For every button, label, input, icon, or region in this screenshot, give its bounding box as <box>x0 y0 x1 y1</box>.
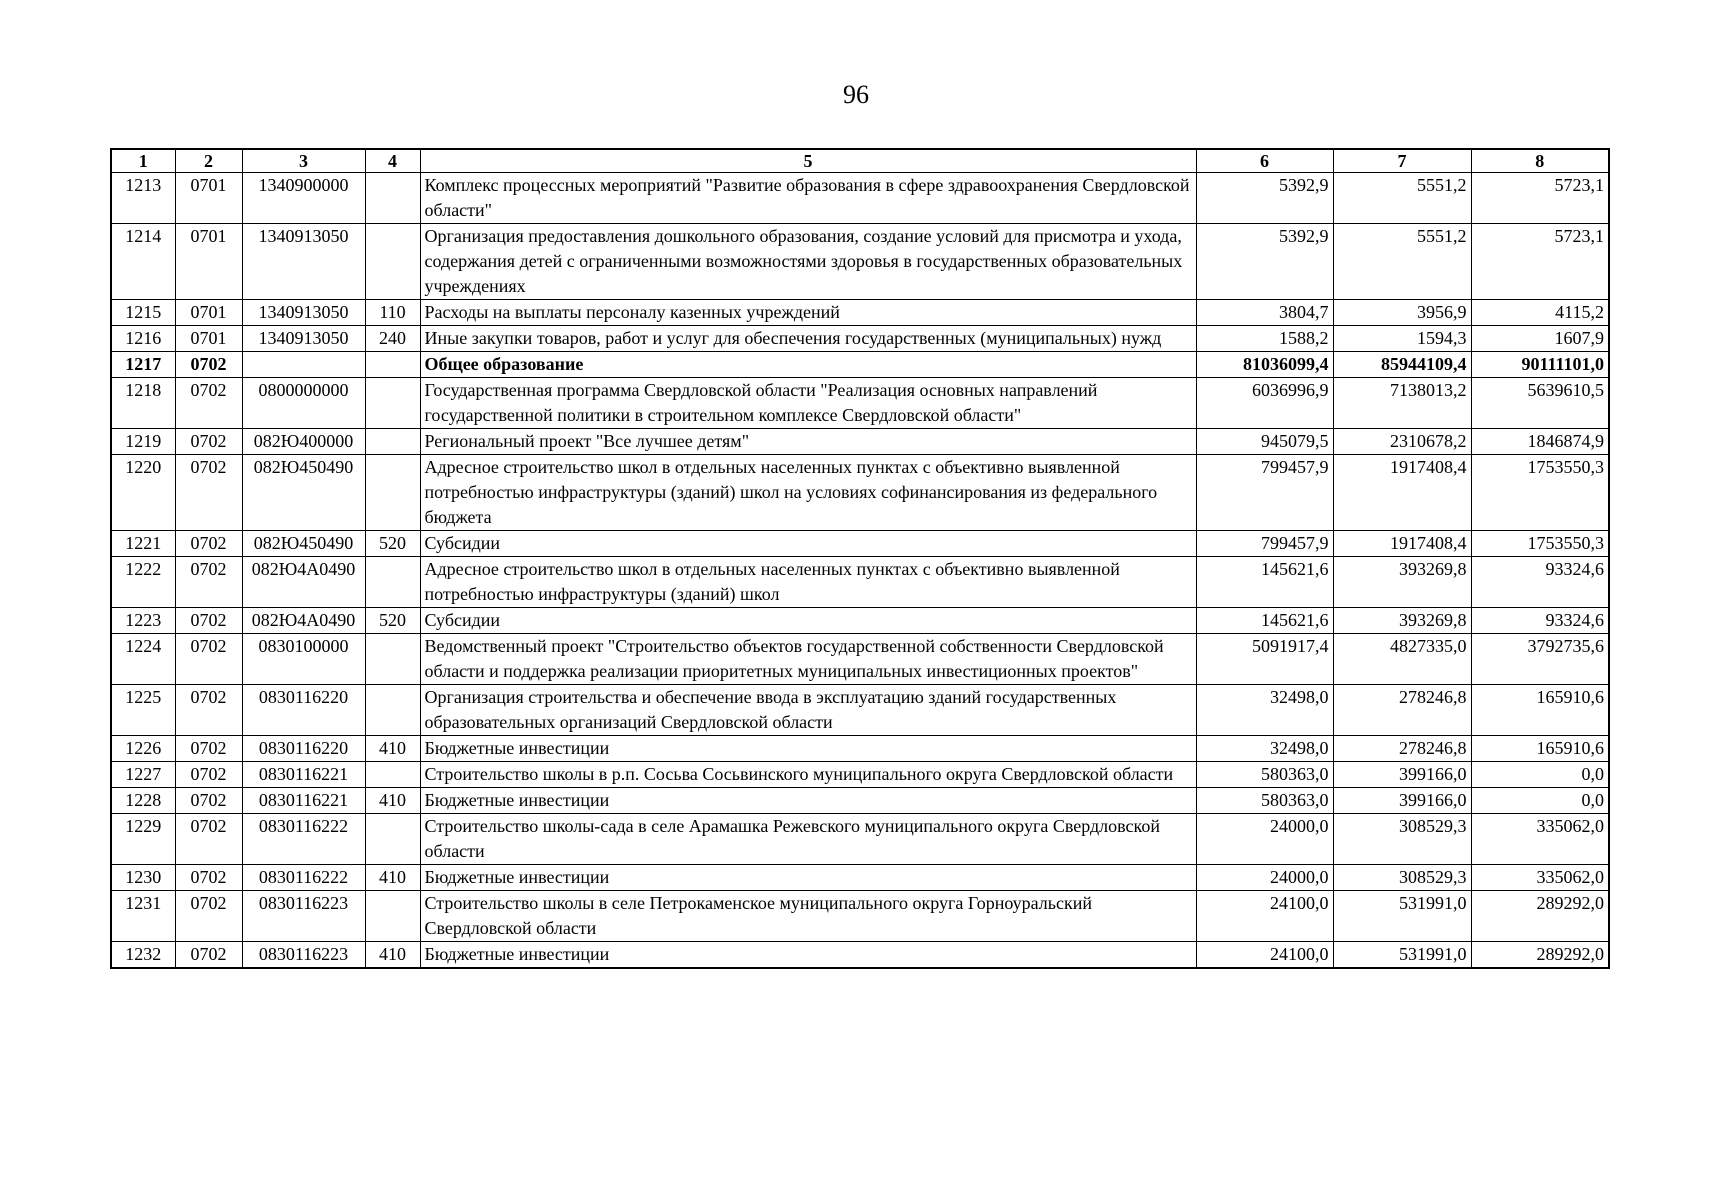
value-cell-6: 145621,6 <box>1196 557 1333 608</box>
expense-type-cell <box>365 891 420 942</box>
table-row <box>111 300 1609 326</box>
value-cell-6: 145621,6 <box>1196 608 1333 634</box>
target-code-cell: 0830116221 <box>242 788 365 814</box>
section-code-cell: 0702 <box>175 814 242 865</box>
value-cell-8: 289292,0 <box>1471 891 1609 942</box>
value-cell-8: 335062,0 <box>1471 865 1609 891</box>
value-cell-7: 1594,3 <box>1333 326 1471 352</box>
expense-type-cell: 410 <box>365 942 420 969</box>
expense-type-cell <box>365 429 420 455</box>
expense-type-cell <box>365 685 420 736</box>
target-code-cell: 0830116223 <box>242 942 365 969</box>
value-cell-6: 5392,9 <box>1196 224 1333 300</box>
value-cell-8: 0,0 <box>1471 788 1609 814</box>
section-code-cell: 0702 <box>175 891 242 942</box>
table-row <box>111 685 1609 736</box>
value-cell-8: 5639610,5 <box>1471 378 1609 429</box>
row-number-cell: 1221 <box>111 531 175 557</box>
row-number-cell: 1225 <box>111 685 175 736</box>
description-cell: Региональный проект "Все лучшее детям" <box>420 429 1196 455</box>
section-code-cell: 0702 <box>175 788 242 814</box>
target-code-cell: 0830116221 <box>242 762 365 788</box>
row-number-cell: 1214 <box>111 224 175 300</box>
value-cell-8: 4115,2 <box>1471 300 1609 326</box>
value-cell-6: 24100,0 <box>1196 942 1333 969</box>
description-cell: Строительство школы-сада в селе Арамашка Режевского муниципального округа Свердловской области <box>420 814 1196 865</box>
value-cell-7: 3956,9 <box>1333 300 1471 326</box>
table-row <box>111 455 1609 531</box>
description-cell: Бюджетные инвестиции <box>420 788 1196 814</box>
expense-type-cell <box>365 557 420 608</box>
expense-type-cell: 410 <box>365 736 420 762</box>
description-cell: Адресное строительство школ в отдельных населенных пунктах с объективно выявленной потребностью инфраструктуры (зданий) школ <box>420 557 1196 608</box>
value-cell-6: 5392,9 <box>1196 173 1333 224</box>
description-cell: Государственная программа Свердловской области "Реализация основных направлений государственной политики в строительном комплексе Свердловской области" <box>420 378 1196 429</box>
row-number-cell: 1217 <box>111 352 175 378</box>
expense-type-cell: 520 <box>365 531 420 557</box>
section-code-cell: 0702 <box>175 378 242 429</box>
value-cell-8: 90111101,0 <box>1471 352 1609 378</box>
value-cell-7: 1917408,4 <box>1333 531 1471 557</box>
target-code-cell: 1340913050 <box>242 224 365 300</box>
column-header: 8 <box>1471 149 1609 173</box>
row-number-cell: 1223 <box>111 608 175 634</box>
value-cell-8: 1753550,3 <box>1471 455 1609 531</box>
page-number: 96 <box>843 80 869 109</box>
value-cell-6: 32498,0 <box>1196 736 1333 762</box>
value-cell-6: 32498,0 <box>1196 685 1333 736</box>
target-code-cell: 0830116220 <box>242 736 365 762</box>
section-code-cell: 0702 <box>175 634 242 685</box>
description-cell: Субсидии <box>420 531 1196 557</box>
section-code-cell: 0702 <box>175 531 242 557</box>
expense-type-cell <box>365 455 420 531</box>
value-cell-7: 1917408,4 <box>1333 455 1471 531</box>
value-cell-7: 531991,0 <box>1333 891 1471 942</box>
target-code-cell: 0830116222 <box>242 865 365 891</box>
target-code-cell: 082Ю400000 <box>242 429 365 455</box>
value-cell-6: 580363,0 <box>1196 788 1333 814</box>
value-cell-8: 93324,6 <box>1471 608 1609 634</box>
section-code-cell: 0701 <box>175 326 242 352</box>
table-row <box>111 942 1609 969</box>
value-cell-8: 1846874,9 <box>1471 429 1609 455</box>
value-cell-7: 4827335,0 <box>1333 634 1471 685</box>
table-row <box>111 557 1609 608</box>
target-code-cell: 082Ю450490 <box>242 455 365 531</box>
description-cell: Бюджетные инвестиции <box>420 736 1196 762</box>
section-code-cell: 0702 <box>175 352 242 378</box>
row-number-cell: 1229 <box>111 814 175 865</box>
column-header: 5 <box>420 149 1196 173</box>
value-cell-6: 24100,0 <box>1196 891 1333 942</box>
expense-type-cell <box>365 378 420 429</box>
value-cell-8: 1753550,3 <box>1471 531 1609 557</box>
description-cell: Бюджетные инвестиции <box>420 942 1196 969</box>
row-number-cell: 1213 <box>111 173 175 224</box>
target-code-cell: 1340900000 <box>242 173 365 224</box>
value-cell-6: 945079,5 <box>1196 429 1333 455</box>
expense-type-cell: 410 <box>365 788 420 814</box>
table-row <box>111 429 1609 455</box>
row-number-cell: 1232 <box>111 942 175 969</box>
section-code-cell: 0702 <box>175 736 242 762</box>
table-row <box>111 634 1609 685</box>
budget-table <box>110 148 1610 969</box>
value-cell-7: 308529,3 <box>1333 865 1471 891</box>
expense-type-cell <box>365 352 420 378</box>
value-cell-6: 81036099,4 <box>1196 352 1333 378</box>
section-code-cell: 0701 <box>175 224 242 300</box>
description-cell: Иные закупки товаров, работ и услуг для обеспечения государственных (муниципальных) нужд <box>420 326 1196 352</box>
table-row <box>111 352 1609 378</box>
expense-type-cell <box>365 762 420 788</box>
description-cell: Расходы на выплаты персоналу казенных учреждений <box>420 300 1196 326</box>
section-code-cell: 0701 <box>175 300 242 326</box>
value-cell-8: 5723,1 <box>1471 173 1609 224</box>
row-number-cell: 1220 <box>111 455 175 531</box>
expense-type-cell <box>365 173 420 224</box>
row-number-cell: 1219 <box>111 429 175 455</box>
expense-type-cell: 240 <box>365 326 420 352</box>
table-row <box>111 173 1609 224</box>
value-cell-8: 93324,6 <box>1471 557 1609 608</box>
value-cell-7: 308529,3 <box>1333 814 1471 865</box>
expense-type-cell: 520 <box>365 608 420 634</box>
table-header-row <box>111 149 1609 173</box>
description-cell: Строительство школы в селе Петрокаменское муниципального округа Горноуральский Свердловской области <box>420 891 1196 942</box>
expense-type-cell <box>365 224 420 300</box>
target-code-cell: 0830116223 <box>242 891 365 942</box>
value-cell-7: 278246,8 <box>1333 736 1471 762</box>
column-header: 2 <box>175 149 242 173</box>
table-row <box>111 788 1609 814</box>
expense-type-cell <box>365 634 420 685</box>
expense-type-cell <box>365 814 420 865</box>
row-number-cell: 1224 <box>111 634 175 685</box>
value-cell-6: 799457,9 <box>1196 531 1333 557</box>
table-body <box>111 173 1609 969</box>
target-code-cell: 082Ю450490 <box>242 531 365 557</box>
value-cell-7: 399166,0 <box>1333 762 1471 788</box>
section-code-cell: 0702 <box>175 685 242 736</box>
value-cell-8: 289292,0 <box>1471 942 1609 969</box>
value-cell-8: 3792735,6 <box>1471 634 1609 685</box>
value-cell-7: 399166,0 <box>1333 788 1471 814</box>
value-cell-6: 580363,0 <box>1196 762 1333 788</box>
section-code-cell: 0701 <box>175 173 242 224</box>
value-cell-7: 5551,2 <box>1333 173 1471 224</box>
description-cell: Комплекс процессных мероприятий "Развитие образования в сфере здравоохранения Свердловской области" <box>420 173 1196 224</box>
description-cell: Субсидии <box>420 608 1196 634</box>
value-cell-8: 165910,6 <box>1471 685 1609 736</box>
value-cell-7: 531991,0 <box>1333 942 1471 969</box>
value-cell-6: 1588,2 <box>1196 326 1333 352</box>
expense-type-cell: 110 <box>365 300 420 326</box>
value-cell-6: 5091917,4 <box>1196 634 1333 685</box>
section-code-cell: 0702 <box>175 762 242 788</box>
row-number-cell: 1227 <box>111 762 175 788</box>
description-cell: Организация строительства и обеспечение ввода в эксплуатацию зданий государственных образовательных организаций Свердловской области <box>420 685 1196 736</box>
target-code-cell: 0830116220 <box>242 685 365 736</box>
value-cell-6: 3804,7 <box>1196 300 1333 326</box>
table-row <box>111 531 1609 557</box>
section-code-cell: 0702 <box>175 608 242 634</box>
value-cell-6: 6036996,9 <box>1196 378 1333 429</box>
target-code-cell: 082Ю4А0490 <box>242 608 365 634</box>
row-number-cell: 1218 <box>111 378 175 429</box>
table-row <box>111 224 1609 300</box>
row-number-cell: 1231 <box>111 891 175 942</box>
table-row <box>111 736 1609 762</box>
column-header: 7 <box>1333 149 1471 173</box>
target-code-cell: 0800000000 <box>242 378 365 429</box>
table-row <box>111 608 1609 634</box>
column-header: 3 <box>242 149 365 173</box>
column-header: 6 <box>1196 149 1333 173</box>
value-cell-7: 393269,8 <box>1333 608 1471 634</box>
table-row <box>111 378 1609 429</box>
table-row <box>111 891 1609 942</box>
table-row <box>111 762 1609 788</box>
description-cell: Общее образование <box>420 352 1196 378</box>
section-code-cell: 0702 <box>175 455 242 531</box>
row-number-cell: 1222 <box>111 557 175 608</box>
value-cell-8: 5723,1 <box>1471 224 1609 300</box>
section-code-cell: 0702 <box>175 557 242 608</box>
value-cell-6: 799457,9 <box>1196 455 1333 531</box>
target-code-cell: 082Ю4А0490 <box>242 557 365 608</box>
description-cell: Бюджетные инвестиции <box>420 865 1196 891</box>
value-cell-8: 335062,0 <box>1471 814 1609 865</box>
table-row <box>111 865 1609 891</box>
row-number-cell: 1228 <box>111 788 175 814</box>
column-header: 1 <box>111 149 175 173</box>
value-cell-7: 393269,8 <box>1333 557 1471 608</box>
section-code-cell: 0702 <box>175 942 242 969</box>
table-row <box>111 326 1609 352</box>
value-cell-7: 2310678,2 <box>1333 429 1471 455</box>
section-code-cell: 0702 <box>175 429 242 455</box>
row-number-cell: 1230 <box>111 865 175 891</box>
expense-type-cell: 410 <box>365 865 420 891</box>
column-header: 4 <box>365 149 420 173</box>
value-cell-7: 278246,8 <box>1333 685 1471 736</box>
description-cell: Ведомственный проект "Строительство объектов государственной собственности Свердловской области и поддержка реализации приоритетных муниципальных инвестиционных проектов" <box>420 634 1196 685</box>
value-cell-8: 1607,9 <box>1471 326 1609 352</box>
value-cell-7: 5551,2 <box>1333 224 1471 300</box>
value-cell-6: 24000,0 <box>1196 865 1333 891</box>
value-cell-7: 85944109,4 <box>1333 352 1471 378</box>
row-number-cell: 1226 <box>111 736 175 762</box>
description-cell: Адресное строительство школ в отдельных населенных пунктах с объективно выявленной потребностью инфраструктуры (зданий) школ на условиях софинансирования из федерального бюджета <box>420 455 1196 531</box>
value-cell-7: 7138013,2 <box>1333 378 1471 429</box>
target-code-cell: 1340913050 <box>242 326 365 352</box>
section-code-cell: 0702 <box>175 865 242 891</box>
description-cell: Организация предоставления дошкольного образования, создание условий для присмотра и ухода, содержания детей с ограниченными возможностями здоровья в государственных образовательных учреждениях <box>420 224 1196 300</box>
target-code-cell: 1340913050 <box>242 300 365 326</box>
target-code-cell: 0830116222 <box>242 814 365 865</box>
table-row <box>111 814 1609 865</box>
value-cell-8: 0,0 <box>1471 762 1609 788</box>
value-cell-6: 24000,0 <box>1196 814 1333 865</box>
value-cell-8: 165910,6 <box>1471 736 1609 762</box>
description-cell: Строительство школы в р.п. Сосьва Сосьвинского муниципального округа Свердловской области <box>420 762 1196 788</box>
target-code-cell: 0830100000 <box>242 634 365 685</box>
row-number-cell: 1215 <box>111 300 175 326</box>
row-number-cell: 1216 <box>111 326 175 352</box>
target-code-cell <box>242 352 365 378</box>
